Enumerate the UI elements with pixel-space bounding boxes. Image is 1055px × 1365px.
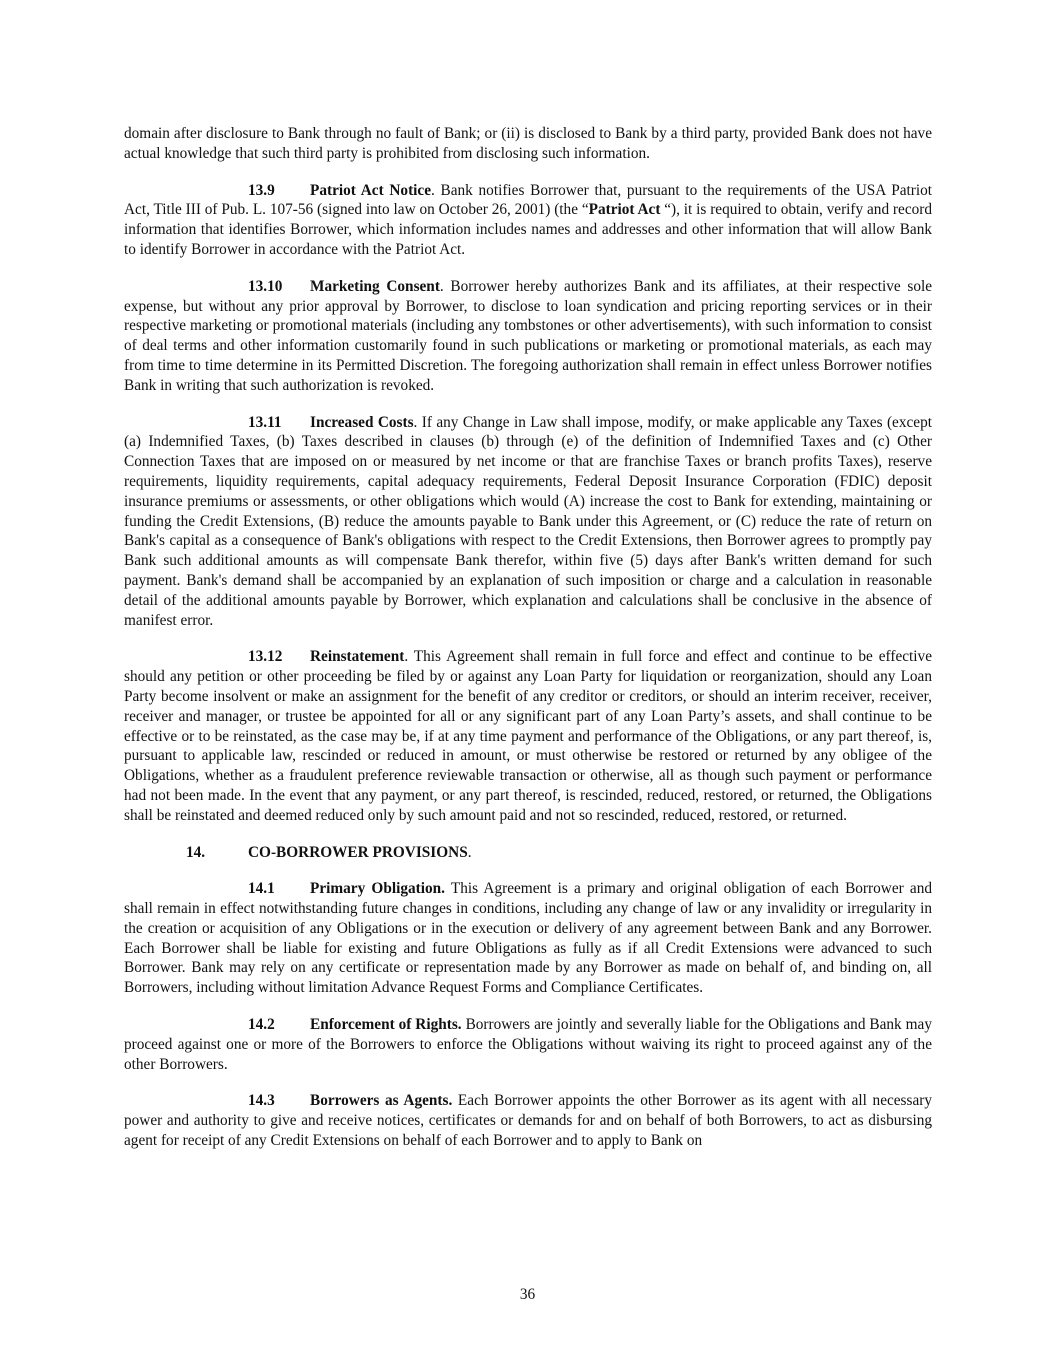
section-number: 13.9 xyxy=(248,181,275,199)
section-title: CO-BORROWER PROVISIONS xyxy=(248,843,468,861)
section-number: 13.11 xyxy=(248,413,282,431)
section-13-9 xyxy=(124,181,932,260)
section-text-cont: “), it is required to obtain, verify and record information that identifies Borrower, which information includes names and addresses and other information that will allow Bank to identify Borrower in accordance with the Patriot Act. xyxy=(124,201,932,258)
section-title: Increased Costs xyxy=(310,413,414,431)
section-title: Primary Obligation. xyxy=(310,880,445,898)
section-14-3 xyxy=(124,1091,932,1150)
section-text: This Agreement is a primary and original obligation of each Borrower and shall remain in effect notwithstanding future changes in conditions, including any change of law or any invalidity or irregularity in the creation or acquisition of any Obligations or in the execution or delivery of any agreement between Bank and any Borrower. Each Borrower shall be liable for existing and future Obligations as fully as if all Credit Extensions were advanced to such Borrower. Bank may rely on any certificate or representation made by any Borrower as made on behalf of, and binding on, all Borrowers, including without limitation Advance Request Forms and Compliance Certificates. xyxy=(124,880,932,997)
section-number: 13.10 xyxy=(248,277,283,295)
section-13-10 xyxy=(124,277,932,396)
section-text: . This Agreement shall remain in full force and effect and continue to be effective should any petition or other proceeding be filed by or against any Loan Party for liquidation or reorganization, should any Loan Party become insolvent or make an assignment for the benefit of any creditor or creditors, or should an interim receiver, receiver, receiver and manager, or trustee be appointed for all or any significant part of any Loan Party’s assets, and shall continue to be effective or to be reinstated, as the case may be, if at any time payment and performance of the Obligations, or any part thereof, is, pursuant to applicable law, rescinded or reduced in amount, or must otherwise be restored or returned by any obligee of the Obligations, whether as a fraudulent preference reviewable transaction or otherwise, all as though such payment or performance had not been made. In the event that any payment, or any part thereof, is rescinded, reduced, restored, or returned, the Obligations shall be reinstated and deemed reduced only by such amount paid and not so rescinded, reduced, restored, or returned. xyxy=(124,648,932,824)
section-13-11 xyxy=(124,413,932,631)
section-title: Borrowers as Agents. xyxy=(310,1092,453,1110)
section-text: . Borrower hereby authorizes Bank and its affiliates, at their respective sole expense, but without any prior approval by Borrower, to disclose to loan syndication and pricing reporting services or in their respective marketing or promotional materials (including any tombstones or other advertisements), with such information to consist of deal terms and other information customarily found in such publications or marketing or promotional materials, as each may from time to time determine in its Permitted Discretion. The foregoing authorization shall remain in effect unless Borrower notifies Bank in writing that such authorization is revoked. xyxy=(124,277,933,394)
section-14-heading xyxy=(124,843,932,863)
section-13-12 xyxy=(124,647,932,825)
section-text: Each Borrower appoints the other Borrower as its agent with all necessary power and authority to give and receive notices, certificates or demands for and on behalf of both Borrowers, to act as disbursing agent for receipt of any Credit Extensions on behalf of each Borrower and to apply to Bank on xyxy=(124,1092,933,1150)
section-text: . If any Change in Law shall impose, modify, or make applicable any Taxes (except (a) Indemnified Taxes, (b) Taxes described in clauses (b) through (e) of the definition of Indemnified Taxes and (c) Other Connection Taxes that are imposed on or measured by net income or that are franchise Taxes or branch profits Taxes), reserve requirements, liquidity requirements, capital adequacy requirements, Federal Deposit Insurance Corporation (FDIC) deposit insurance premiums or assessments, or other obligations which would (A) increase the cost to Bank for extending, maintaining or funding the Credit Extensions, (B) reduce the amounts payable to Bank under this Agreement, or (C) reduce the rate of return on Bank's capital as a consequence of Bank's obligations with respect to the Credit Extensions, then Borrower agrees to promptly pay Bank such additional amounts as will compensate Bank therefor, within five (5) days after Bank's written demand for such payment. Bank's demand shall be accompanied by an explanation of such imposition or charge and a calculation in reasonable detail of the additional amounts payable by Borrower, which explanation and calculations shall be conclusive in the absence of manifest error. xyxy=(124,413,932,629)
defined-term: Patriot Act xyxy=(588,201,661,219)
section-14-1 xyxy=(124,879,932,998)
document-body xyxy=(124,124,932,1168)
section-title-period: . xyxy=(467,843,472,861)
section-title: Marketing Consent xyxy=(310,277,440,295)
section-title: Enforcement of Rights. xyxy=(310,1016,462,1034)
paragraph-text: domain after disclosure to Bank through no fault of Bank; or (ii) is disclosed to Bank by a third party, provided Bank does not have actual knowledge that such third party is prohibited from disclosing such information. xyxy=(124,125,932,162)
section-text: . Bank notifies Borrower that, pursuant to the requirements of the USA Patriot Act, Title III of Pub. L. 107-56 (signed into law on October 26, 2001) (the “ xyxy=(124,181,932,219)
section-number: 14.3 xyxy=(248,1092,275,1110)
section-title: Patriot Act Notice xyxy=(310,181,431,199)
paragraph-continuation xyxy=(124,124,932,164)
section-14-2 xyxy=(124,1015,932,1074)
section-number: 14. xyxy=(186,843,206,861)
section-number: 14.2 xyxy=(248,1016,275,1034)
section-text: Borrowers are jointly and severally liable for the Obligations and Bank may proceed against one or more of the Borrowers to enforce the Obligations without waiving its right to proceed against any of the other Borrowers. xyxy=(124,1016,932,1073)
section-title: Reinstatement xyxy=(310,648,405,666)
section-number: 14.1 xyxy=(248,880,275,898)
section-number: 13.12 xyxy=(248,648,283,666)
page-number: 36 xyxy=(519,1286,536,1303)
